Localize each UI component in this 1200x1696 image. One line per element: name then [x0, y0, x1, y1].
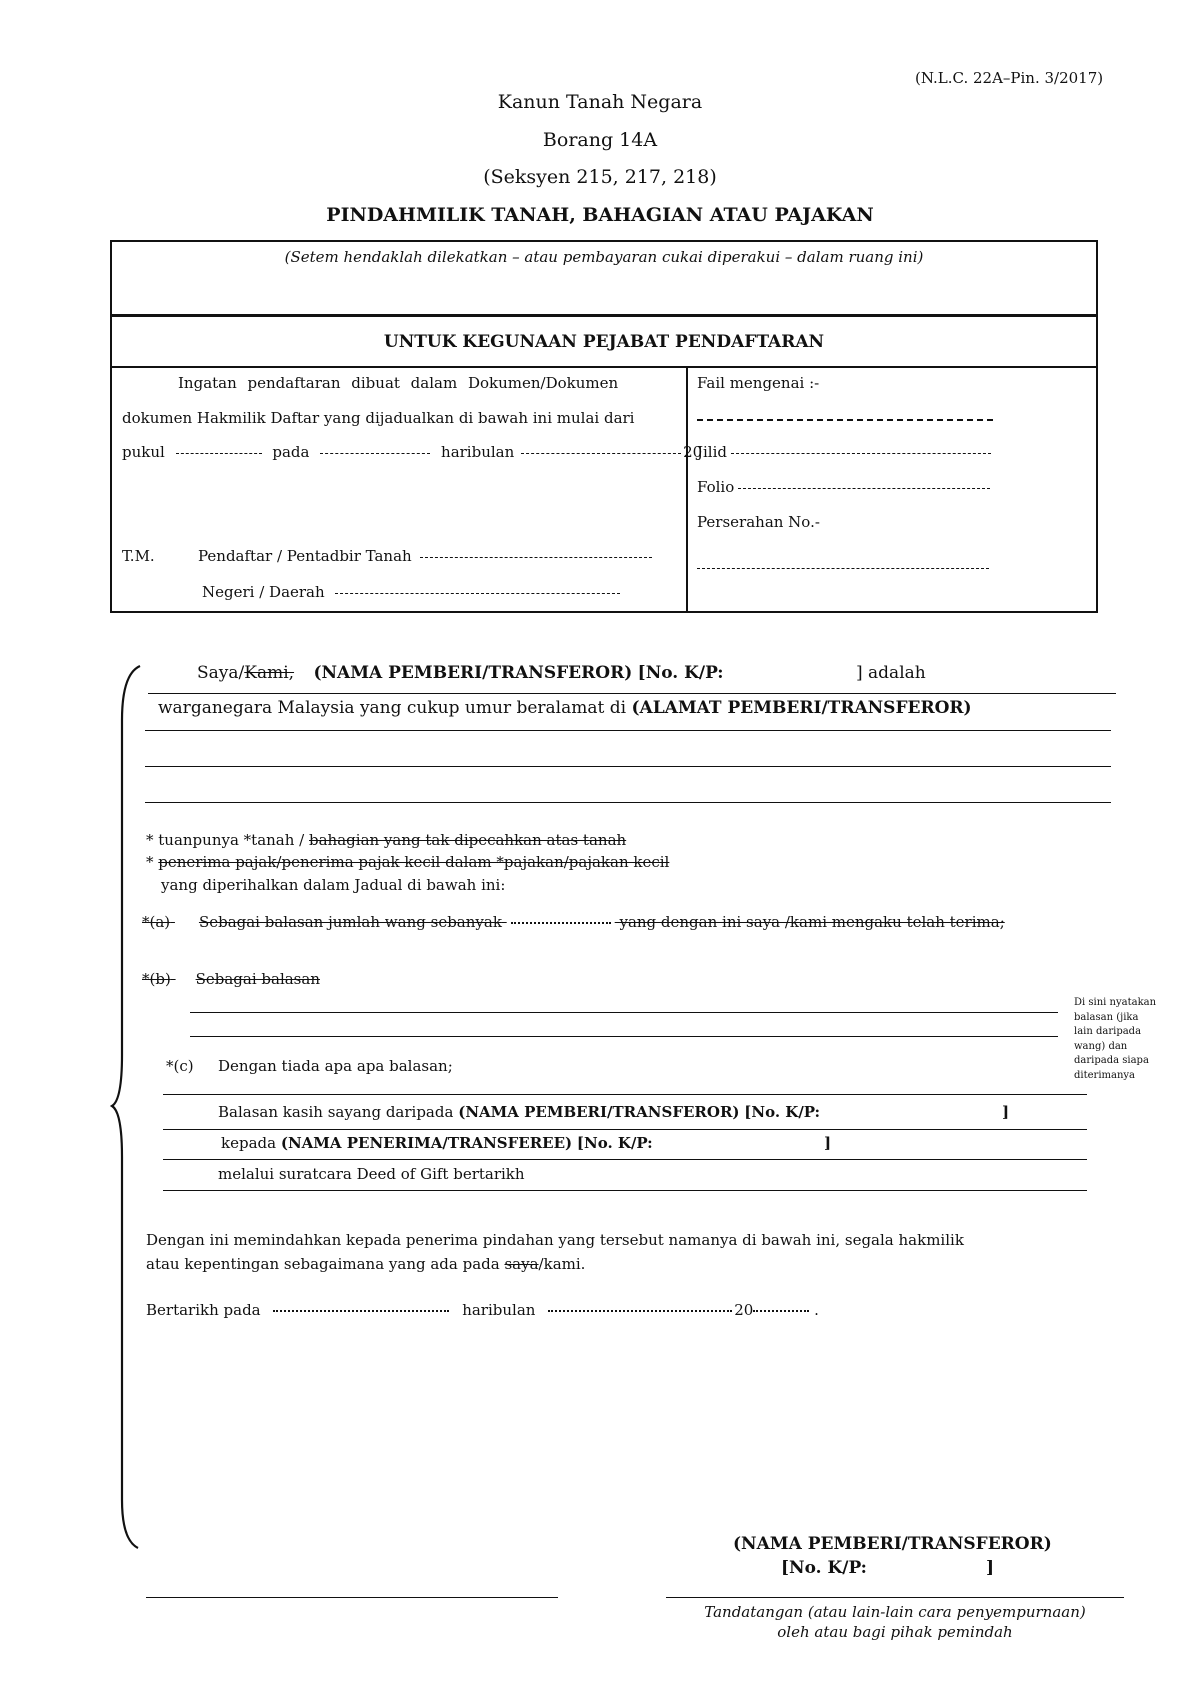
- option-c-label: *(c): [166, 1057, 194, 1075]
- signature-caption-1: Tandatangan (atau lain-lain cara penyempurnaan): [704, 1603, 1086, 1621]
- section-reference: (Seksyen 215, 217, 218): [483, 166, 717, 188]
- owner-line: * tuanpunya *tanah / bahagian yang tak dipecahkan atas tanah: [146, 831, 627, 849]
- form-number: Borang 14A: [542, 129, 658, 151]
- heading-divider: [112, 366, 1096, 368]
- rule: [145, 802, 1111, 803]
- transferor-line: Saya/Kami, (NAMA PEMBERI/TRANSFEROR) [No. K/P:: [197, 663, 724, 683]
- close-bracket: ]: [824, 1134, 832, 1152]
- option-b: *(b) Sebagai balasan: [142, 970, 320, 988]
- folio-line: Folio: [697, 478, 990, 496]
- registration-office-box: [110, 315, 1098, 613]
- file-dotted-line: [697, 409, 993, 428]
- signatory-close-bracket: ]: [986, 1558, 995, 1578]
- registrar-line: Pendaftar / Pentadbir Tanah: [198, 547, 652, 565]
- witness-signature-line: [146, 1597, 558, 1598]
- rule: [163, 1094, 1087, 1095]
- rule: [163, 1129, 1087, 1130]
- page-title: PINDAHMILIK TANAH, BAHAGIAN ATAU PAJAKAN: [326, 204, 874, 226]
- rule: [145, 766, 1111, 767]
- tm-label: T.M.: [122, 547, 155, 565]
- left-brace-icon: [108, 660, 148, 1550]
- column-divider: [686, 366, 688, 613]
- option-c-text: Dengan tiada apa apa balasan;: [218, 1057, 453, 1075]
- love-consideration-line: Balasan kasih sayang daripada (NAMA PEMBERI/TRANSFEROR) [No. K/P:: [218, 1103, 821, 1121]
- close-bracket: ]: [1002, 1103, 1010, 1121]
- transfer-text-1: Dengan ini memindahkan kepada penerima pindahan yang tersebut namanya di bawah ini, segala hakmilik: [146, 1231, 964, 1249]
- adalah-text: ] adalah: [856, 663, 926, 683]
- rule: [163, 1190, 1087, 1191]
- dated-line: Bertarikh pada haribulan 20 .: [146, 1301, 819, 1319]
- transfer-text-2: atau kepentingan sebagaimana yang ada pada saya/kami.: [146, 1255, 586, 1273]
- signature-caption-2: oleh atau bagi pihak pemindah: [777, 1623, 1013, 1641]
- transferor-signature-line: [666, 1597, 1124, 1598]
- lessee-line: * penerima pajak/penerima pajak kecil dalam *pajakan/pajakan kecil: [146, 853, 670, 871]
- rule: [148, 693, 1116, 694]
- office-heading: UNTUK KEGUNAAN PEJABAT PENDAFTARAN: [383, 332, 825, 352]
- rule: [163, 1159, 1087, 1160]
- presentation-dotted-line: [697, 557, 989, 576]
- signatory-name: (NAMA PEMBERI/TRANSFEROR): [733, 1534, 1052, 1554]
- transferee-line: kepada (NAMA PENERIMA/TRANSFEREE) [No. K/P:: [221, 1134, 653, 1152]
- deed-line: melalui suratcara Deed of Gift bertarikh: [218, 1165, 525, 1183]
- state-district-line: Negeri / Daerah: [202, 583, 620, 601]
- option-a: *(a) Sebagai balasan jumlah wang sebanyak yang dengan ini saya /kami mengaku telah terima;: [142, 913, 1005, 931]
- stamp-box: [110, 240, 1098, 316]
- rule: [190, 1036, 1058, 1037]
- act-name: Kanun Tanah Negara: [497, 91, 703, 113]
- side-note: Di sini nyatakan balasan (jika lain daripada wang) dan daripada siapa diterimanya: [1074, 997, 1157, 1081]
- rule: [190, 1012, 1058, 1013]
- rule: [145, 730, 1111, 731]
- office-line-3: pukul pada haribulan 20: [122, 443, 703, 461]
- file-label: Fail mengenai :-: [697, 374, 820, 392]
- presentation-label: Perserahan No.-: [697, 513, 820, 531]
- volume-line: Jilid: [697, 443, 991, 461]
- office-line-2: dokumen Hakmilik Daftar yang dijadualkan di bawah ini mulai dari: [122, 409, 635, 427]
- form-reference: (N.L.C. 22A–Pin. 3/2017): [915, 69, 1104, 87]
- office-line-1: Ingatan pendaftaran dibuat dalam Dokumen/Dokumen: [178, 374, 619, 392]
- stamp-note: (Setem hendaklah dilekatkan – atau pembayaran cukai diperakui – dalam ruang ini): [284, 248, 924, 266]
- address-line: warganegara Malaysia yang cukup umur beralamat di (ALAMAT PEMBERI/TRANSFEROR): [158, 698, 972, 718]
- signatory-ic: [No. K/P:: [781, 1558, 867, 1578]
- schedule-line: yang diperihalkan dalam Jadual di bawah ini:: [161, 876, 506, 894]
